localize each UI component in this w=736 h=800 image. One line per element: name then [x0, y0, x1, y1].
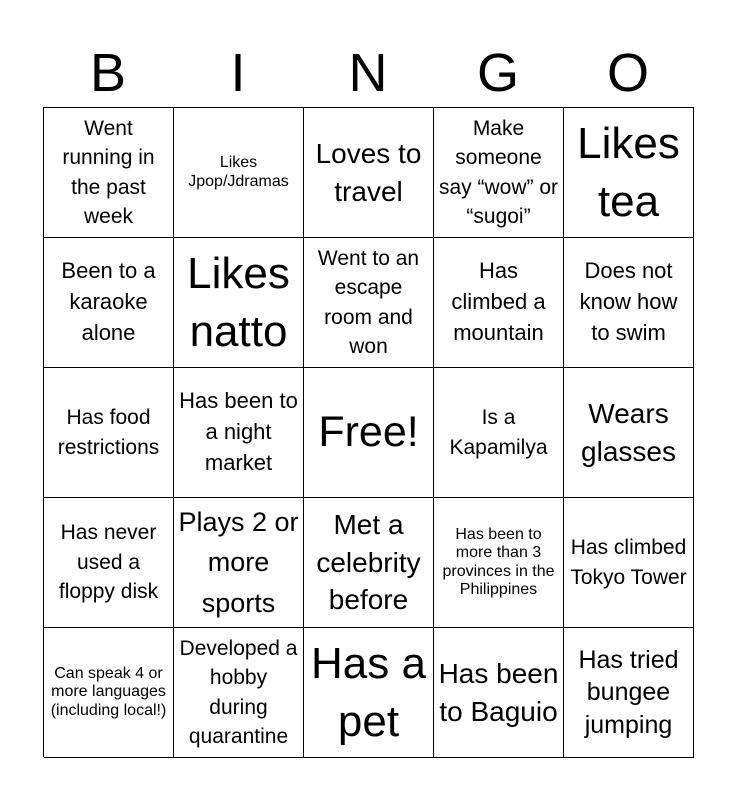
bingo-cell-3-2[interactable]: Has been to a night market: [174, 368, 304, 498]
bingo-cell-4-1[interactable]: Has never used a floppy disk: [44, 498, 174, 628]
bingo-cell-5-3[interactable]: Has a pet: [304, 628, 434, 758]
bingo-cell-5-4[interactable]: Has been to Baguio: [434, 628, 564, 758]
bingo-cell-4-2[interactable]: Plays 2 or more sports: [174, 498, 304, 628]
header-letter-i: I: [230, 43, 246, 103]
bingo-cell-2-4[interactable]: Has climbed a mountain: [434, 238, 564, 368]
bingo-cell-1-4[interactable]: Make someone say “wow” or “sugoi”: [434, 108, 564, 238]
bingo-cell-1-5[interactable]: Likes tea: [564, 108, 694, 238]
bingo-cell-5-2[interactable]: Developed a hobby during quarantine: [174, 628, 304, 758]
header-letter-n: N: [348, 43, 388, 103]
bingo-cell-2-2[interactable]: Likes natto: [174, 238, 304, 368]
bingo-cell-3-5[interactable]: Wears glasses: [564, 368, 694, 498]
bingo-cell-3-4[interactable]: Is a Kapamilya: [434, 368, 564, 498]
bingo-cell-5-5[interactable]: Has tried bungee jumping: [564, 628, 694, 758]
bingo-board: [43, 107, 694, 757]
bingo-cell-4-3[interactable]: Met a celebrity before: [304, 498, 434, 628]
bingo-header: [43, 40, 693, 106]
bingo-cell-4-4[interactable]: Has been to more than 3 provinces in the Philippines: [434, 498, 564, 628]
bingo-cell-4-5[interactable]: Has climbed Tokyo Tower: [564, 498, 694, 628]
bingo-cell-3-3-free-space[interactable]: Free!: [304, 368, 434, 498]
bingo-cell-1-3[interactable]: Loves to travel: [304, 108, 434, 238]
header-letter-g: G: [476, 43, 519, 103]
bingo-cell-2-1[interactable]: Been to a karaoke alone: [44, 238, 174, 368]
header-letter-b: B: [89, 43, 127, 103]
header-letter-o: O: [606, 43, 649, 103]
bingo-cell-1-2[interactable]: Likes Jpop/Jdramas: [174, 108, 304, 238]
bingo-cell-2-5[interactable]: Does not know how to swim: [564, 238, 694, 368]
bingo-cell-1-1[interactable]: Went running in the past week: [44, 108, 174, 238]
bingo-cell-2-3[interactable]: Went to an escape room and won: [304, 238, 434, 368]
bingo-cell-3-1[interactable]: Has food restrictions: [44, 368, 174, 498]
bingo-cell-5-1[interactable]: Can speak 4 or more languages (including local!): [44, 628, 174, 758]
